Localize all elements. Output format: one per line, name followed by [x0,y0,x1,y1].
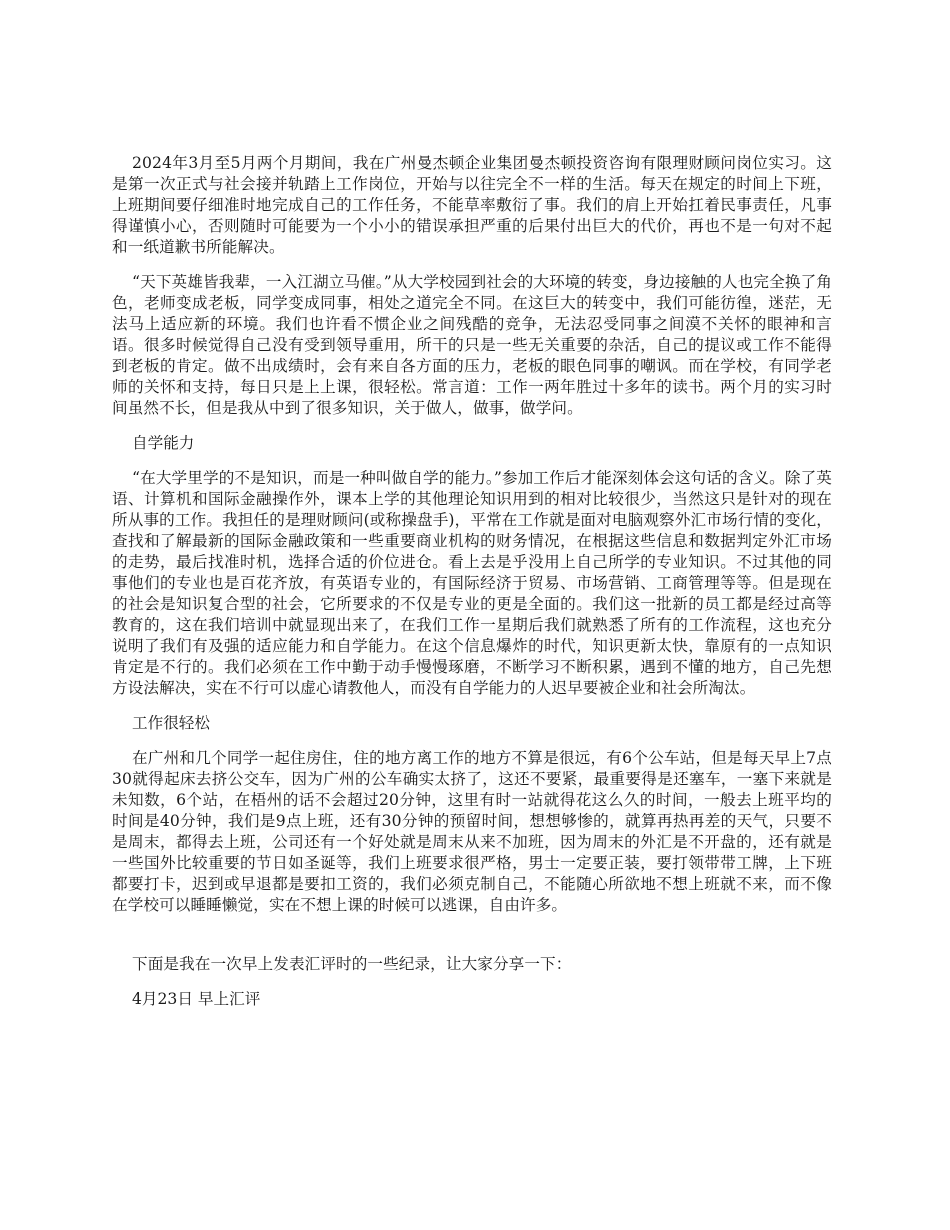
paragraph-share-intro: 下面是我在一次早上发表汇评时的一些纪录，让大家分享一下： [132,955,572,973]
paragraph-workplace-transition: “天下英雄皆我辈，一入江湖立马催。”从大学校园到社会的大环境的转变，身边接触的人也完全换了角色，老师变成老板，同学变成同事，相处之道完全不同。在这巨大的转变中，我们可能彷徨，迷茫，无法马上适应新的环境。我们也许看不惯企业之间残酷的竞争，无法忍受同事之间漠不关怀的眼神和言语。很多时候觉得自己没有受到领导重用，所干的只是一些无关重要的杂活，自己的提议或工作不能得到老板的肯定。做不出成绩时，会有来自各方面的压力，老板的眼色同事的嘲讽。而在学校，有同学老师的关怀和支持，每日只是上上课，很轻松。常言道：工作一两年胜过十多年的读书。两个月的实习时间虽然不长，但是我从中到了很多知识，关于做人，做事，做学问。 [112,273,832,417]
document-body [112,153,832,1010]
record-date-heading: 4月23日 早上汇评 [132,990,261,1008]
paragraph-work-routine: 在广州和几个同学一起住房住，住的地方离工作的地方不算是很远，有6个公车站，但是每天早上7点30就得起床去挤公交车，因为广州的公车确实太挤了，这还不要紧，最重要得是还塞车，一塞下来就是未知数，6个站，在梧州的话不会超过20分钟，这里有时一站就得花这么久的时间，一般去上班平均的时间是40分钟，我们是9点上班，还有30分钟的预留时间，想想够惨的，就算再热再差的天气，只要不是周末，都得去上班，公司还有一个好处就是周末从来不加班，因为周末的外汇是不开盘的，还有就是一些国外比较重要的节日如圣诞等，我们上班要求很严格，男士一定要正装，要打领带带工牌，上下班都要打卡，迟到或早退都是要扣工资的，我们必须克制自己，不能随心所欲地不想上班就不来，而不像在学校可以睡睡懒觉，实在不想上课的时候可以逃课，自由许多。 [112,749,832,914]
paragraph-internship-intro: 2024年3月至5月两个月期间，我在广州曼杰顿企业集团曼杰顿投资咨询有限理财顾问岗位实习。这是第一次正式与社会接并轨踏上工作岗位，开始与以往完全不一样的生活。每天在规定的时间上下班，上班期间要仔细准时地完成自己的工作任务，不能草率敷衍了事。我们的肩上开始扛着民事责任，凡事得谨慎小心，否则随时可能要为一个小小的错误承担严重的后果付出巨大的代价，再也不是一句对不起和一纸道歉书所能解决。 [112,154,832,256]
section-heading-work-easy: 工作很轻松 [132,714,210,732]
paragraph-self-learning: “在大学里学的不是知识，而是一种叫做自学的能力。”参加工作后才能深刻体会这句话的含义。除了英语、计算机和国际金融操作外，课本上学的其他理论知识用到的相对比较很少，当然这只是针对的现在所从事的工作。我担任的是理财顾问(或称操盘手)，平常在工作就是面对电脑观察外汇市场行情的变化，查找和了解最新的国际金融政策和一些重要商业机构的财务情况，在根据这些信息和数据判定外汇市场的走势，最后找准时机，选择合适的价位进仓。看上去是乎没用上自己所学的专业知识。不过其他的同事他们的专业也是百花齐放，有英语专业的，有国际经济于贸易、市场营销、工商管理等等。但是现在的社会是知识复合型的社会，它所要求的不仅是专业的更是全面的。我们这一批新的员工都是经过高等教育的，这在我们培训中就显现出来了，在我们工作一星期后我们就熟悉了所有的工作流程，这也充分说明了我们有及强的适应能力和自学能力。在这个信息爆炸的时代，知识更新太快，靠原有的一点知识肯定是不行的。我们必须在工作中勤于动手慢慢琢磨，不断学习不断积累，遇到不懂的地方，自己先想方设法解决，实在不行可以虚心请教他人，而没有自学能力的人迟早要被企业和社会所淘汰。 [112,469,832,697]
section-heading-self-learning: 自学能力 [132,434,195,452]
